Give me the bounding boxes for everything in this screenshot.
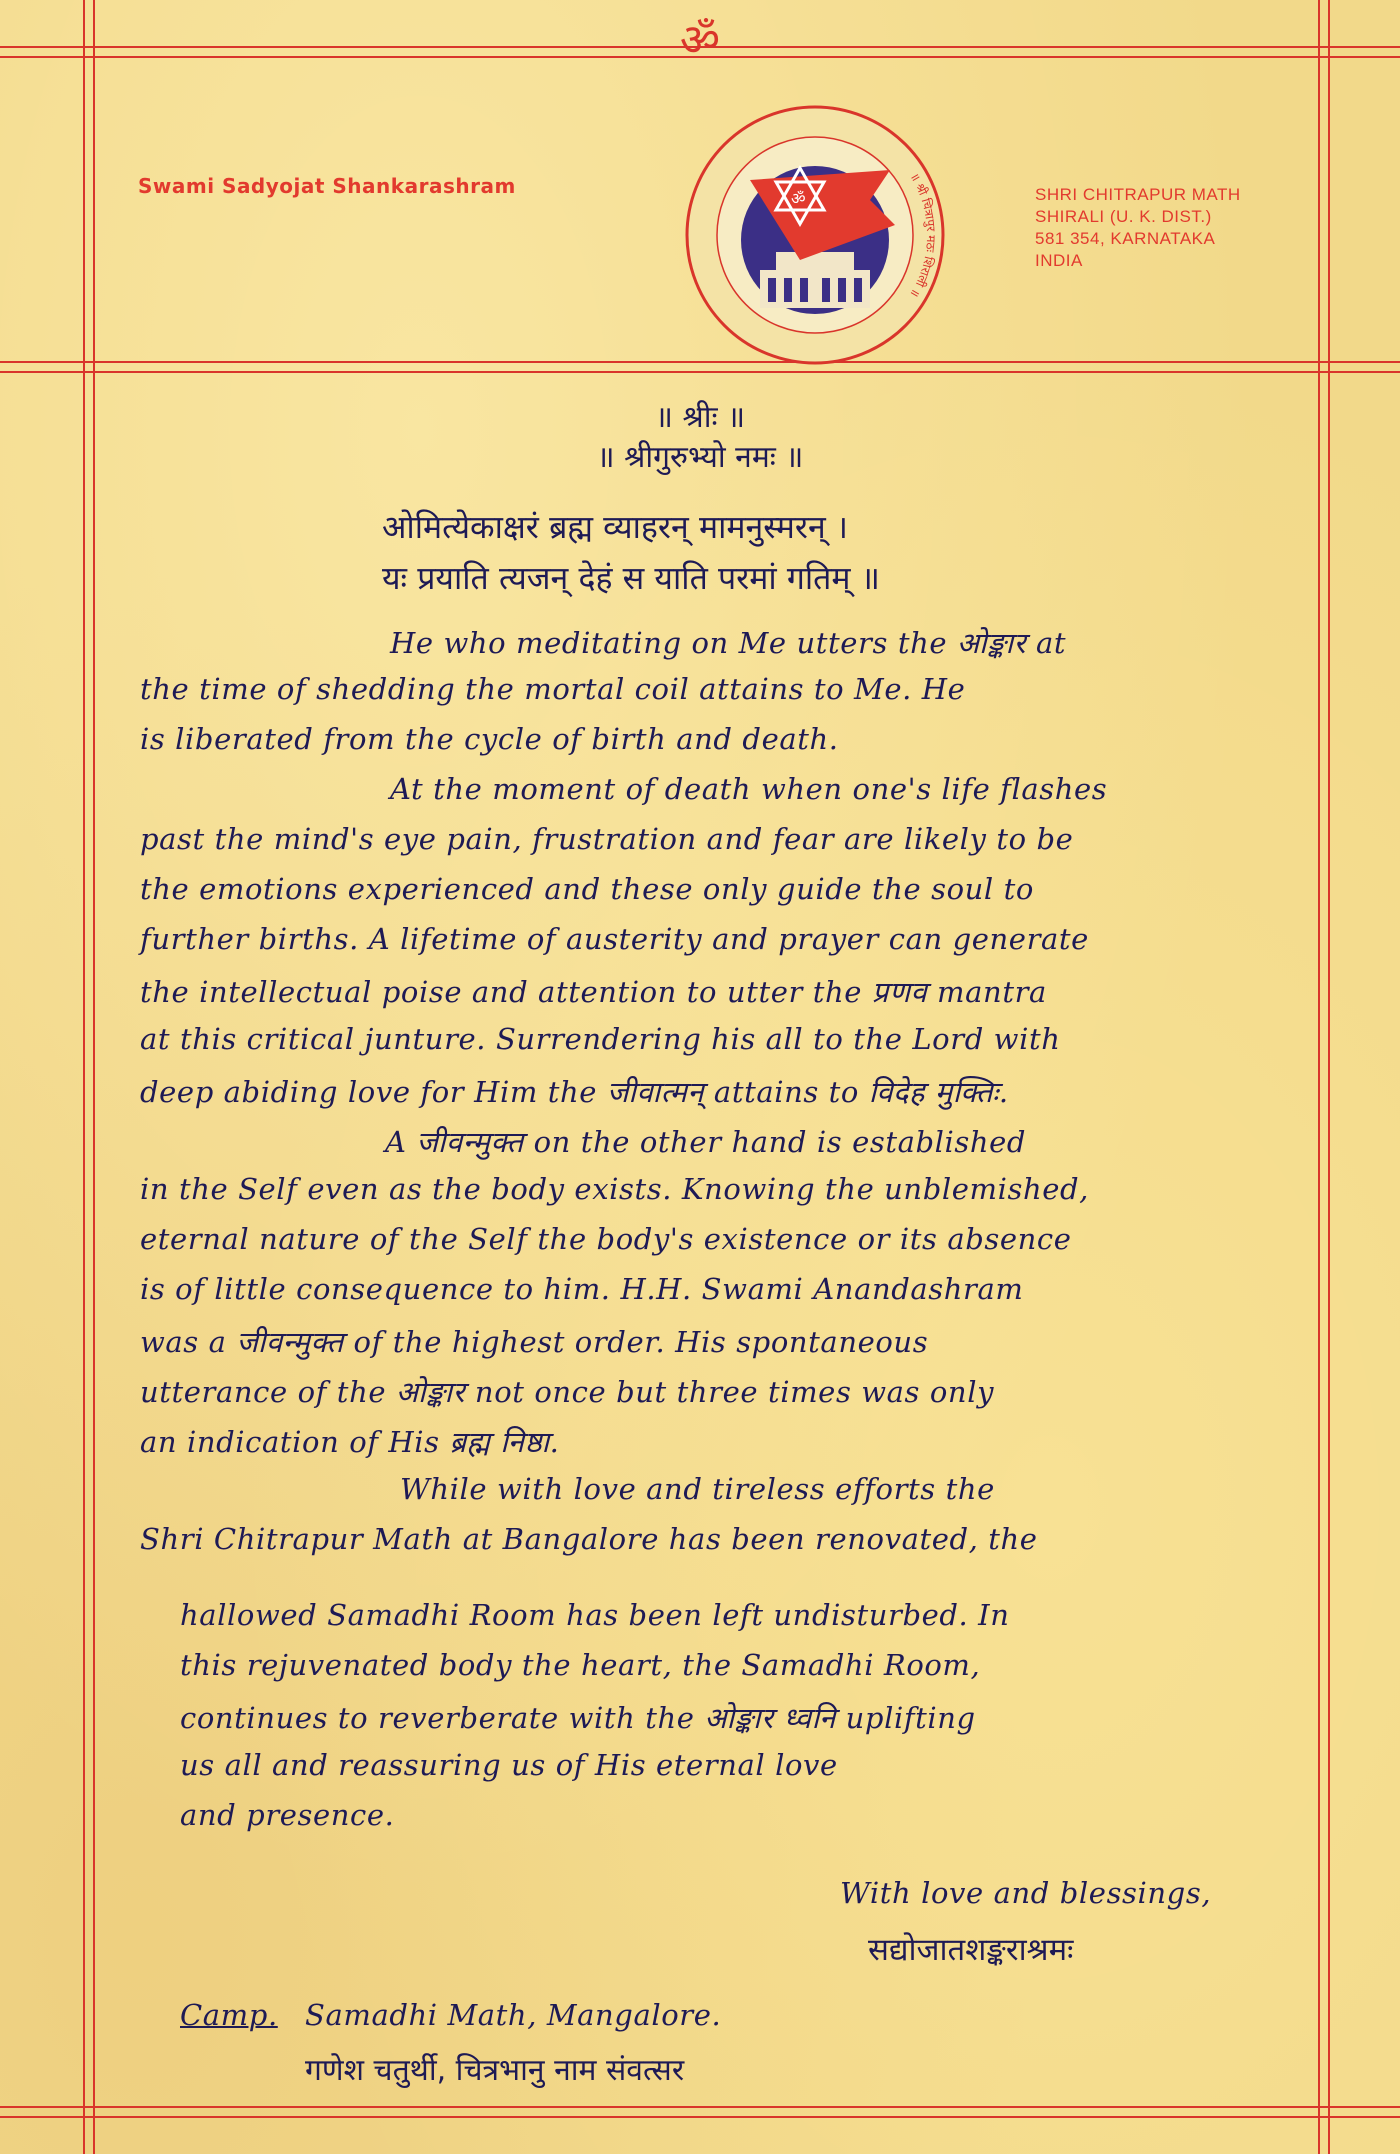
left-rule-outer <box>83 0 85 2154</box>
left-rule-inner <box>93 0 95 2154</box>
camp-label: Camp. <box>180 1998 278 2032</box>
date-line: गणेश चतुर्थी, चित्रभानु नाम संवत्सर <box>305 2053 685 2088</box>
letterhead-address <box>1035 184 1241 272</box>
seal-ring-text: ॥ श्री चित्रापुर मठः शिराली ॥ <box>907 170 939 300</box>
body-line: the intellectual poise and attention to utter the प्रणव mantra <box>140 975 1047 1009</box>
body-line: this rejuvenated body the heart, the Samadhi Room, <box>180 1648 981 1682</box>
verse-line-2: यः प्रयाति त्यजन् देहं स याति परमां गतिम् ॥ <box>382 559 880 597</box>
body-line: He who meditating on Me utters the ओङ्कार at <box>390 626 1067 660</box>
camp-place: Samadhi Math, Mangalore. <box>305 1998 722 2032</box>
signature: सद्योजातशङ्कराश्रमः <box>868 1932 1074 1968</box>
body-line: A जीवन्मुक्त on the other hand is established <box>385 1125 1027 1159</box>
body-line: further births. A lifetime of austerity and prayer can generate <box>140 922 1089 956</box>
body-line: was a जीवन्मुक्त of the highest order. His spontaneous <box>140 1325 929 1359</box>
body-line: an indication of His ब्रह्म निष्ठा. <box>140 1425 560 1459</box>
body-line: the time of shedding the mortal coil attains to Me. He <box>140 672 966 706</box>
right-rule-outer <box>1328 0 1330 2154</box>
body-line: utterance of the ओङ्कार not once but three times was only <box>140 1375 995 1409</box>
body-line: the emotions experienced and these only guide the soul to <box>140 872 1034 906</box>
body-line: Shri Chitrapur Math at Bangalore has been renovated, the <box>140 1522 1038 1556</box>
address-line: SHRI CHITRAPUR MATH <box>1035 185 1241 204</box>
invocation-shri: ॥ श्रीः ॥ <box>654 400 746 435</box>
letterhead-name: Swami Sadyojat Shankarashram <box>138 174 516 198</box>
body-line: past the mind's eye pain, frustration and fear are likely to be <box>140 822 1074 856</box>
body-line: While with love and tireless efforts the <box>400 1472 995 1506</box>
bottom-rule-outer <box>0 2106 1400 2108</box>
body-line: deep abiding love for Him the जीवात्मन् attains to विदेह मुक्तिः. <box>140 1075 1009 1109</box>
body-line: at this critical junture. Surrendering his all to the Lord with <box>140 1022 1061 1056</box>
body-line: in the Self even as the body exists. Knowing the unblemished, <box>140 1172 1089 1206</box>
om-symbol: ॐ <box>679 15 721 66</box>
svg-text:ॐ: ॐ <box>791 189 806 208</box>
right-rule-inner <box>1318 0 1320 2154</box>
body-line: At the moment of death when one's life flashes <box>390 772 1108 806</box>
address-line: INDIA <box>1035 251 1083 270</box>
address-line: 581 354, KARNATAKA <box>1035 229 1216 248</box>
body-line: continues to reverberate with the ओङ्कार ध्वनि uplifting <box>180 1701 976 1735</box>
body-line: is of little consequence to him. H.H. Swami Anandashram <box>140 1272 1024 1306</box>
verse-line-1: ओमित्येकाक्षरं ब्रह्म व्याहरन् मामनुस्मरन् । <box>382 508 849 546</box>
header-rule-inner <box>0 371 1400 373</box>
body-line: hallowed Samadhi Room has been left undisturbed. In <box>180 1598 1010 1632</box>
closing-salutation: With love and blessings, <box>840 1876 1212 1910</box>
invocation-guru: ॥ श्रीगुरुभ्यो नमः ॥ <box>596 440 804 475</box>
address-line: SHIRALI (U. K. DIST.) <box>1035 207 1212 226</box>
bottom-rule-inner <box>0 2116 1400 2118</box>
math-seal-emblem <box>680 100 950 370</box>
body-line: is liberated from the cycle of birth and death. <box>140 722 839 756</box>
body-line: and presence. <box>180 1798 395 1832</box>
body-line: us all and reassuring us of His eternal love <box>180 1748 838 1782</box>
body-line: eternal nature of the Self the body's existence or its absence <box>140 1222 1072 1256</box>
